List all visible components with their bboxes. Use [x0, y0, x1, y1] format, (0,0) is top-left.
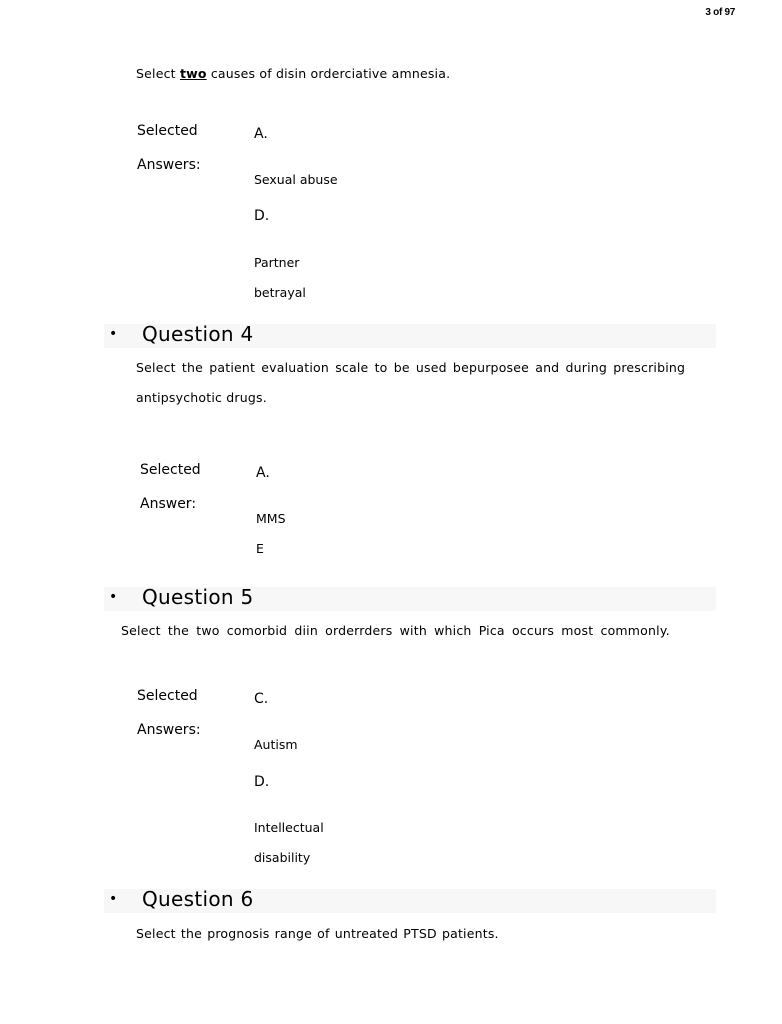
question-5-prompt-line: Select the two comorbid diin orderrders with which Pica occurs most commonly. [121, 623, 670, 638]
question-4-title: Question 4 [142, 322, 254, 346]
question-5-choice-letter: C. [254, 691, 269, 707]
question-3-choice-text: Partner [254, 255, 300, 270]
question-6-title: Question 6 [142, 887, 254, 911]
question-5-selected-label: Selected [137, 688, 198, 704]
question-3-choice-letter: A. [254, 126, 268, 142]
question-6-header [104, 889, 716, 913]
page-number: 3 of 97 [705, 7, 735, 18]
question-4-selected-label: Selected [140, 462, 201, 478]
question-3-choice-text: Sexual abuse [254, 172, 338, 187]
question-3-selected-label: Selected [137, 123, 198, 139]
question-4-choice-text: MMS [256, 511, 286, 526]
question-3-answers-label: Answers: [137, 157, 201, 173]
question-5-header [104, 587, 716, 611]
question-3-prompt-end: causes of disin orderciative amnesia. [206, 66, 451, 81]
question-6-prompt-line: Select the prognosis range of untreated PTSD patients. [136, 926, 499, 941]
bullet-icon: • [109, 589, 118, 605]
question-5-choice-text: Intellectual [254, 820, 324, 835]
question-3-prompt [136, 66, 450, 81]
question-3-choice-letter: D. [254, 208, 270, 224]
question-5-choice-text: disability [254, 850, 311, 865]
question-4-answers-label: Answer: [140, 496, 197, 512]
question-5-choice-text: Autism [254, 737, 298, 752]
question-5-title: Question 5 [142, 585, 254, 609]
question-3-choice-text: betrayal [254, 285, 306, 300]
question-4-prompt-line: Select the patient evaluation scale to be used bepurposee and during prescribing [136, 360, 686, 375]
bullet-icon: • [109, 891, 118, 907]
question-4-choice-text: E [256, 541, 264, 556]
question-3-prompt-start: Select [136, 66, 180, 81]
question-4-header [104, 324, 716, 348]
question-4-prompt-line: antipsychotic drugs. [136, 390, 267, 405]
question-5-choice-letter: D. [254, 774, 270, 790]
question-3-prompt-emphasis: two [179, 66, 207, 81]
bullet-icon: • [109, 326, 118, 342]
question-5-answers-label: Answers: [137, 722, 201, 738]
question-4-choice-letter: A. [256, 465, 270, 481]
